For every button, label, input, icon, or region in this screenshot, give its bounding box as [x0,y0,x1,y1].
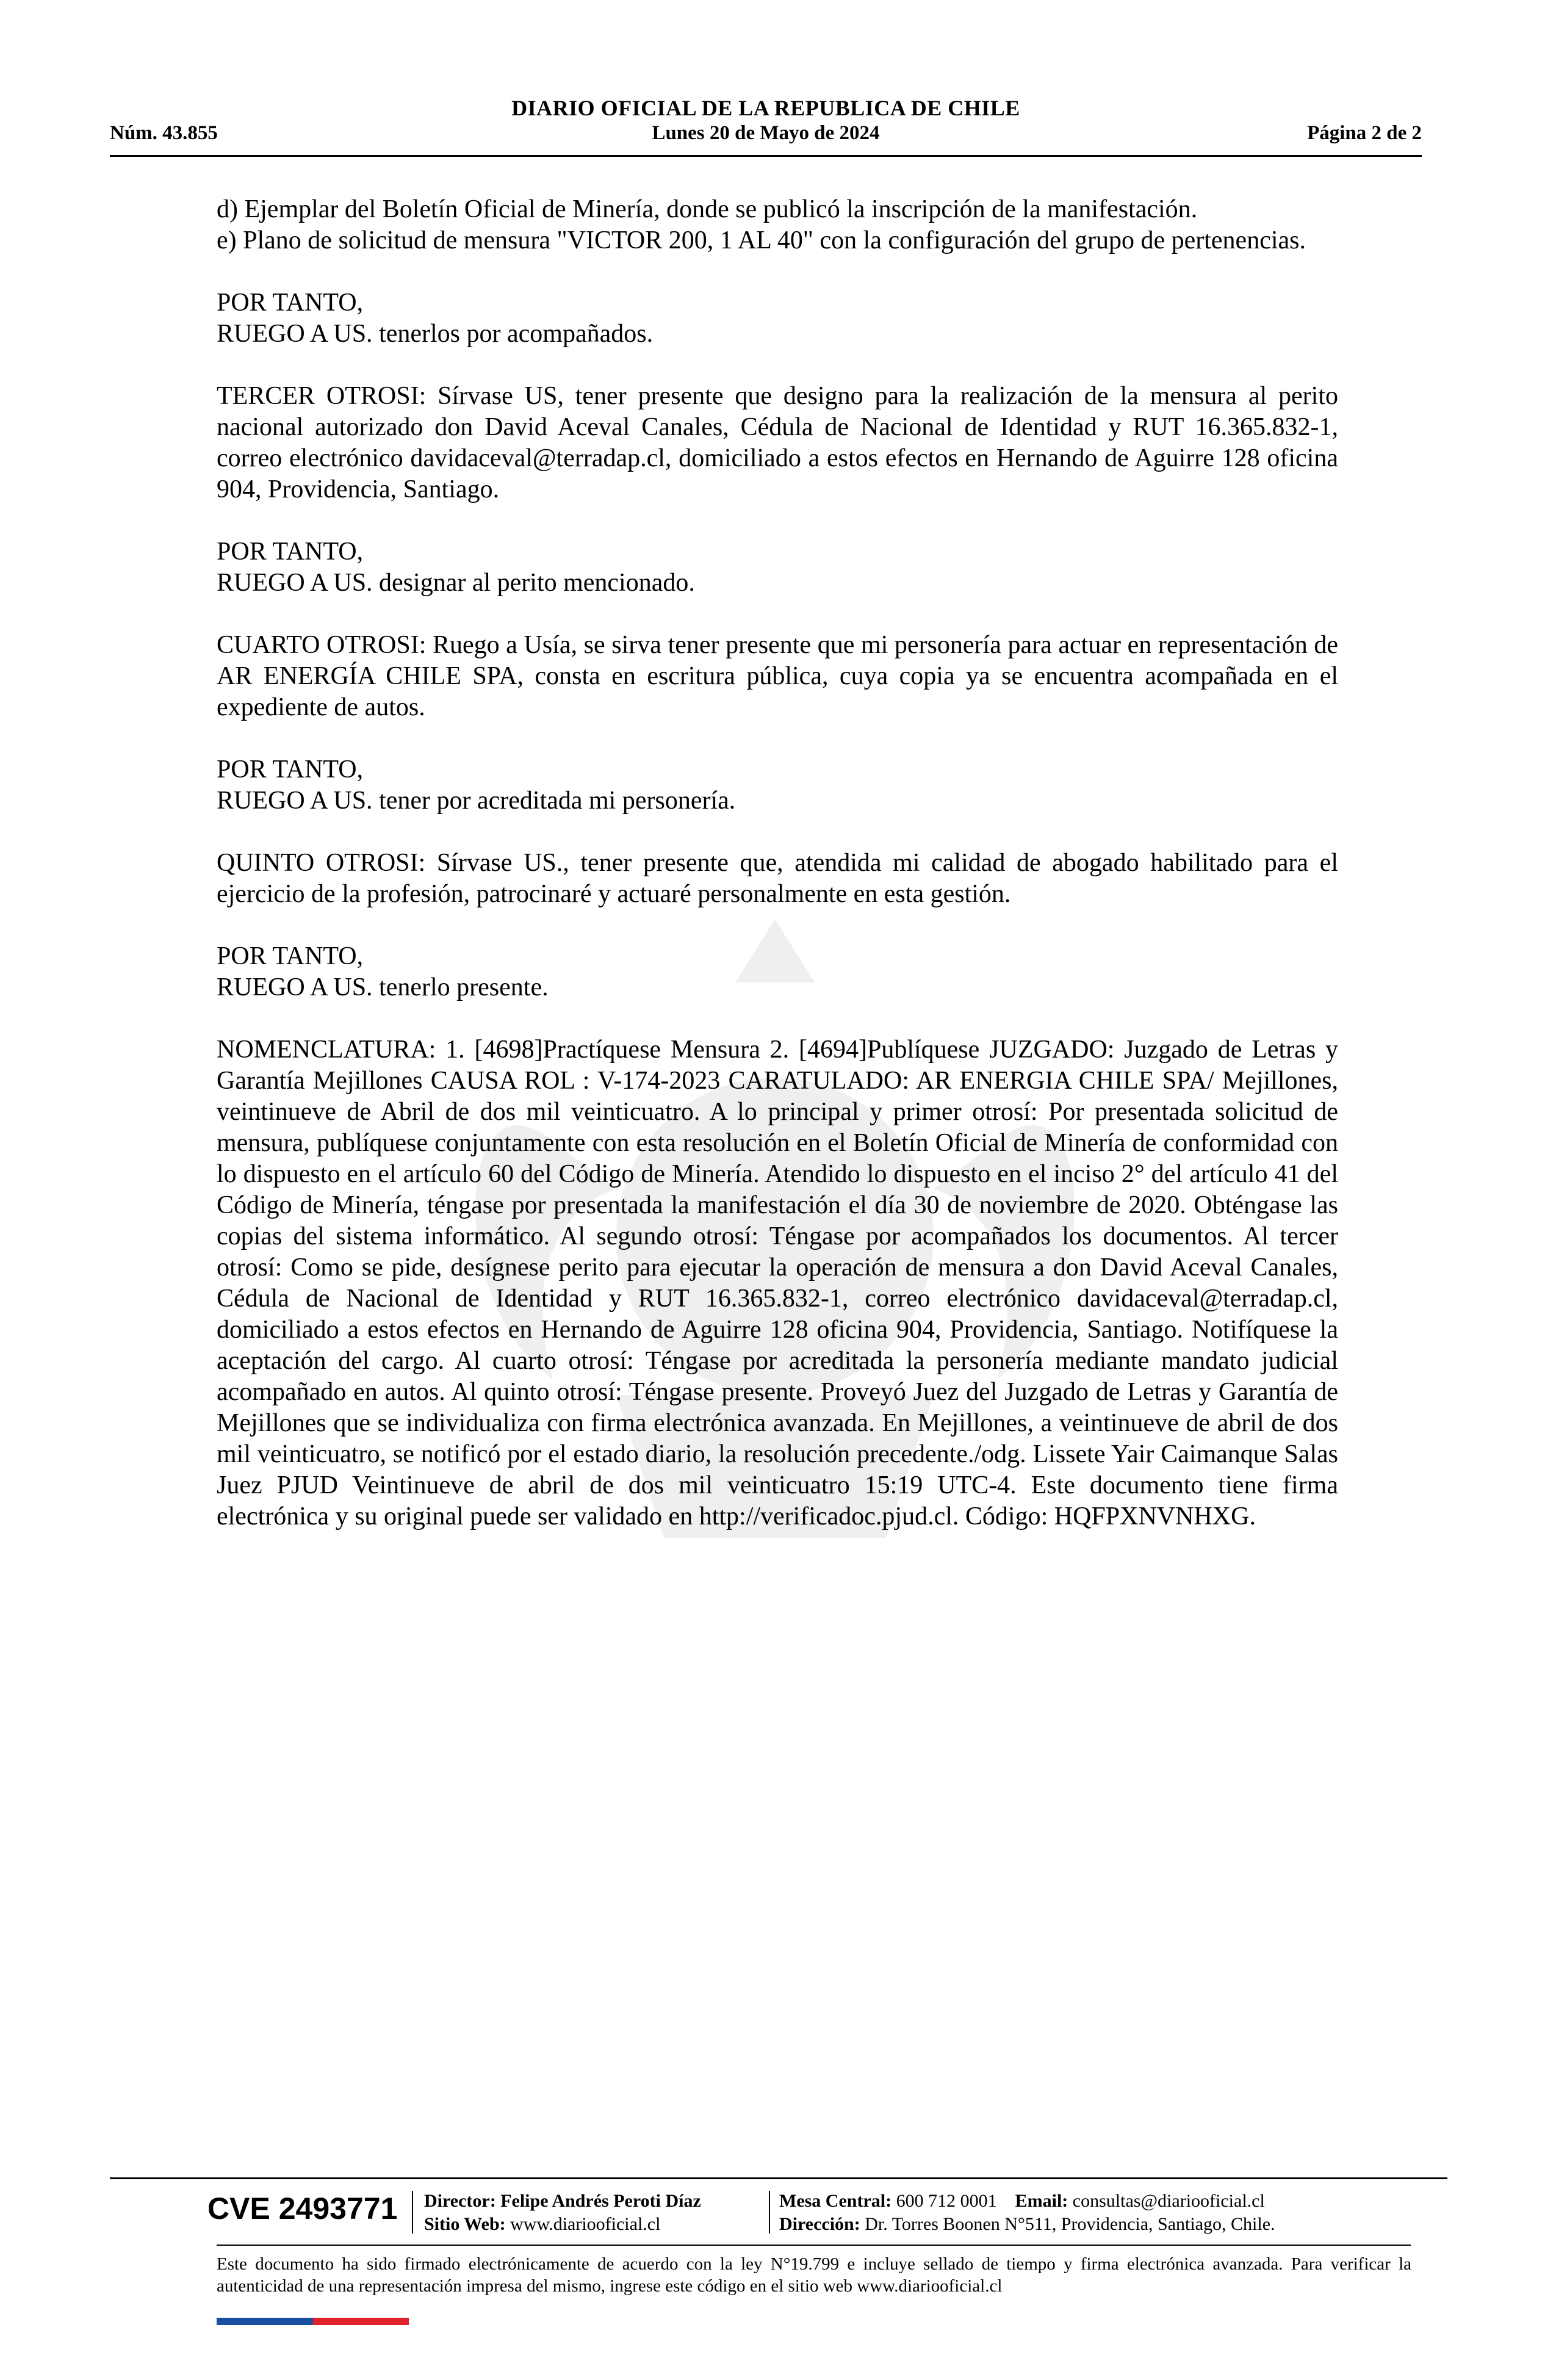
item-e: e) Plano de solicitud de mensura "VICTOR 200, 1 AL 40" con la configuración del grupo de pertenencias. [217,226,1306,254]
paragraph-request-2 [217,536,1338,599]
header-divider [110,155,1422,157]
address-label: Dirección: [779,2214,860,2234]
email-link[interactable]: consultas@diariooficial.cl [1072,2191,1265,2211]
footer-separator [412,2191,413,2234]
por-tanto: POR TANTO, [217,942,364,970]
header-meta-row [110,122,1422,149]
ruego: RUEGO A US. designar al perito mencionado. [217,569,695,597]
footer-divider [217,2245,1411,2246]
paragraph-request-1 [217,287,1338,350]
page-footer [110,2177,1447,2324]
por-tanto: POR TANTO, [217,289,364,317]
director-block [424,2190,701,2236]
issue-date: Lunes 20 de Mayo de 2024 [652,122,880,144]
director-name: Felipe Andrés Peroti Díaz [500,2191,701,2211]
paragraph-nomenclatura: NOMENCLATURA: 1. [4698]Practíquese Mensura 2. [4694]Publíquese JUZGADO: Juzgado de Letras y Garantía Mejillones CAUSA ROL : V-174-2023 CARATULADO: AR ENERGIA CHILE SPA/ Mejillones, veintinueve de Abril de dos mil veinticuatro. A lo principal y primer otrosí: Por presentada solicitud de mensura, publíquese conjuntamente con esta resolución en el Boletín Oficial de Minería de conformidad con lo dispuesto en el artículo 60 del Código de Minería. Atendido lo dispuesto en el inciso 2° del artículo 41 del Código de Minería, téngase por presentada la manifestación el día 30 de noviembre de 2020. Obténgase las copias del sistema informático. Al segundo otrosí: Téngase por acompañados los documentos. Al tercer otrosí: Como se pide, desígnese perito para ejecutar la operación de mensura a don David Aceval Canales, Cédula de Nacional de Identidad y RUT 16.365.832-1, correo electrónico davidaceval@terradap.cl, domiciliado a estos efectos en Hernando de Aguirre 128 oficina 904, Providencia, Santiago. Notifíquese la aceptación del cargo. Al cuarto otrosí: Téngase por acreditada la personería mediante mandato judicial acompañado en autos. Al quinto otrosí: Téngase presente. Proveyó Juez del Juzgado de Letras y Garantía de Mejillones que se individualiza con firma electrónica avanzada. En Mejillones, a veintinueve de abril de dos mil veinticuatro, se notificó por el estado diario, la resolución precedente./odg. Lissete Yair Caimanque Salas Juez PJUD Veintinueve de abril de dos mil veinticuatro 15:19 UTC-4. Este documento tiene firma electrónica y su original puede ser validado en http://verificadoc.pjud.cl. Código: HQFPXNVNHXG. [217,1036,1338,1531]
document-body [217,194,1338,1563]
contact-block [779,2190,1275,2236]
flag-red-segment [313,2318,409,2325]
ruego: RUEGO A US. tenerlo presente. [217,973,549,1001]
site-link[interactable]: www.diariooficial.cl [510,2214,661,2234]
paragraph-quinto-otrosi: QUINTO OTROSI: Sírvase US., tener presente que, atendida mi calidad de abogado habilitado para el ejercicio de la profesión, patrocinaré y actuaré personalmente en esta gestión. [217,849,1338,908]
email-label: Email: [1015,2191,1068,2211]
director-label: Director: [424,2191,496,2211]
publication-title: DIARIO OFICIAL DE LA REPUBLICA DE CHILE [511,96,1020,120]
paragraph-cuarto-otrosi: CUARTO OTROSI: Ruego a Usía, se sirva tener presente que mi personería para actuar en representación de AR ENERGÍA CHILE SPA, consta en escritura pública, cuya copia ya se encuentra acompañada en el expediente de autos. [217,631,1338,721]
ruego: RUEGO A US. tenerlos por acompañados. [217,320,654,348]
mesa-label: Mesa Central: [779,2191,892,2211]
mesa-phone: 600 712 0001 [896,2191,997,2211]
legal-note: Este documento ha sido firmado electrónicamente de acuerdo con la ley N°19.799 e incluye sellado de tiempo y firma electrónica avanzada. Para verificar la autenticidad de una representación impresa del mismo, ingrese este código en el sitio web www.diariooficial.cl [217,2254,1411,2296]
issue-number: Núm. 43.855 [110,122,218,144]
site-label: Sitio Web: [424,2214,506,2234]
cve-code: CVE 2493771 [207,2191,398,2226]
por-tanto: POR TANTO, [217,538,364,566]
flag-blue-segment [217,2318,313,2325]
footer-divider [110,2177,1447,2179]
page-indicator: Página 2 de 2 [1307,122,1422,144]
paragraph-attachments [217,194,1338,256]
flag-bar [217,2318,409,2325]
address-value: Dr. Torres Boonen N°511, Providencia, Santiago, Chile. [865,2214,1275,2234]
footer-separator [769,2191,770,2234]
page-header [110,92,1422,160]
paragraph-request-4 [217,941,1338,1003]
ruego: RUEGO A US. tener por acreditada mi personería. [217,787,736,815]
paragraph-tercer-otrosi: TERCER OTROSI: Sírvase US, tener presente que designo para la realización de la mensura al perito nacional autorizado don David Aceval Canales, Cédula de Nacional de Identidad y RUT 16.365.832-1, correo electrónico davidaceval@terradap.cl, domiciliado a estos efectos en Hernando de Aguirre 128 oficina 904, Providencia, Santiago. [217,382,1338,503]
item-d: d) Ejemplar del Boletín Oficial de Minería, donde se publicó la inscripción de la manifestación. [217,195,1198,223]
paragraph-request-3 [217,754,1338,817]
por-tanto: POR TANTO, [217,755,364,784]
